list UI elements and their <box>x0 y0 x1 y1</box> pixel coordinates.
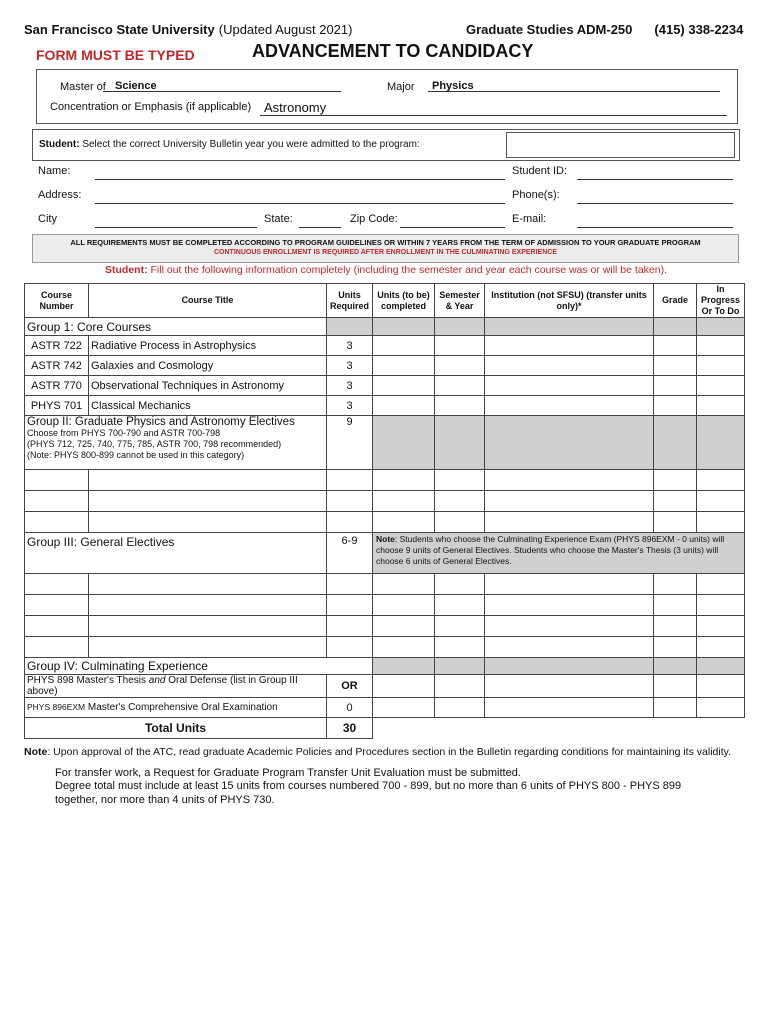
course-title-cell[interactable] <box>89 491 327 512</box>
institution-cell[interactable] <box>485 396 654 416</box>
course-title-cell[interactable] <box>89 595 327 616</box>
table-row <box>25 336 745 356</box>
course-number-cell[interactable] <box>25 491 89 512</box>
table-row <box>25 356 745 376</box>
col-course-title: Course Title <box>89 284 327 318</box>
master-of-label: Master of <box>60 81 106 93</box>
units-completed-cell[interactable] <box>373 595 435 616</box>
table-row <box>25 470 745 491</box>
table-row <box>25 616 745 637</box>
concentration-value: Astronomy <box>264 100 327 115</box>
bulletin-prefix: Student: <box>39 139 80 150</box>
course-number: ASTR 742 <box>25 356 89 376</box>
semester-cell[interactable] <box>435 376 485 396</box>
units-completed-cell[interactable] <box>373 637 435 658</box>
phone-label: Phone(s): <box>512 189 560 201</box>
progress-cell[interactable] <box>697 336 745 356</box>
progress-cell[interactable] <box>697 356 745 376</box>
semester-cell[interactable] <box>435 574 485 595</box>
exam-number: PHYS 896EXM <box>27 702 86 712</box>
course-title: Classical Mechanics <box>89 396 327 416</box>
form-title: ADVANCEMENT TO CANDIDACY <box>252 41 534 61</box>
requirements-line-2: CONTINUOUS ENROLLMENT IS REQUIRED AFTER ENROLLMENT IN THE CULMINATING EXPERIENCE <box>213 249 557 256</box>
group-2-line-2: (PHYS 712, 725, 740, 775, 785, ASTR 700, 798 recommended) <box>27 439 282 449</box>
zip-label: Zip Code: <box>350 213 398 225</box>
course-title-cell[interactable] <box>89 512 327 533</box>
course-table <box>24 283 745 739</box>
institution-cell[interactable] <box>485 376 654 396</box>
total-label: Total Units <box>25 718 327 739</box>
units-required-cell[interactable] <box>327 512 373 533</box>
thesis-post: Oral Defense (list in Group III above) <box>27 675 298 697</box>
fill-text: Fill out the following information completely (including the semester and year each course was or will be taken). <box>150 264 667 276</box>
major-value: Physics <box>432 80 474 92</box>
bulletin-year-field[interactable] <box>506 132 735 158</box>
units-required: 3 <box>327 396 373 416</box>
institution-cell[interactable] <box>485 574 654 595</box>
col-units-completed: Units (to be) completed <box>373 284 435 318</box>
units-completed-cell[interactable] <box>373 356 435 376</box>
units-completed-cell[interactable] <box>373 675 435 698</box>
table-row <box>25 396 745 416</box>
city-label: City <box>38 213 57 225</box>
progress-cell[interactable] <box>697 574 745 595</box>
group-2-units: 9 <box>327 416 373 470</box>
semester-cell[interactable] <box>435 637 485 658</box>
thesis-option <box>25 675 327 698</box>
exam-option <box>25 698 327 718</box>
zip-field[interactable] <box>400 214 505 228</box>
thesis-row <box>25 675 745 698</box>
group-2-header-row <box>25 416 745 470</box>
institution-cell[interactable] <box>485 595 654 616</box>
course-title: Radiative Process in Astrophysics <box>89 336 327 356</box>
progress-cell[interactable] <box>697 616 745 637</box>
table-row <box>25 637 745 658</box>
course-number-cell[interactable] <box>25 616 89 637</box>
col-institution: Institution (not SFSU) (transfer units only)* <box>485 284 654 318</box>
city-field[interactable] <box>95 214 257 228</box>
group-1-title: Group 1: Core Courses <box>25 318 327 336</box>
group-3-units: 6-9 <box>327 533 373 574</box>
units-completed-cell[interactable] <box>373 491 435 512</box>
units-required-cell[interactable] <box>327 616 373 637</box>
units-required-cell[interactable] <box>327 574 373 595</box>
group-4-header-row <box>25 658 745 675</box>
grade-cell[interactable] <box>654 470 697 491</box>
units-completed-cell[interactable] <box>373 470 435 491</box>
course-number: ASTR 722 <box>25 336 89 356</box>
semester-cell[interactable] <box>435 698 485 718</box>
exam-row <box>25 698 745 718</box>
concentration-field[interactable] <box>260 99 727 116</box>
table-header-row <box>25 284 745 318</box>
table-row <box>25 574 745 595</box>
student-id-label: Student ID: <box>512 165 568 177</box>
office-phone: (415) 338-2234 <box>654 22 744 37</box>
or-label: OR <box>327 675 373 698</box>
course-title-cell[interactable] <box>89 470 327 491</box>
semester-cell[interactable] <box>435 491 485 512</box>
thesis-pre: PHYS 898 Master's Thesis <box>27 675 149 686</box>
address-label: Address: <box>38 189 82 201</box>
group-2-line-1: Choose from PHYS 700-790 and ASTR 700-798 <box>27 428 221 438</box>
degree-note-2: together, nor more than 4 units of PHYS 730. <box>55 794 275 806</box>
group-2-title: Group II: Graduate Physics and Astronomy Electives <box>27 416 295 428</box>
phone-field[interactable] <box>577 190 733 204</box>
progress-cell[interactable] <box>697 698 745 718</box>
course-title-cell[interactable] <box>89 637 327 658</box>
table-row <box>25 491 745 512</box>
progress-cell[interactable] <box>697 376 745 396</box>
total-value: 30 <box>327 718 373 739</box>
progress-cell[interactable] <box>697 595 745 616</box>
grade-cell[interactable] <box>654 637 697 658</box>
units-completed-cell[interactable] <box>373 376 435 396</box>
fill-prefix: Student: <box>105 264 148 276</box>
institution-cell[interactable] <box>485 491 654 512</box>
progress-cell[interactable] <box>697 470 745 491</box>
group-2-description <box>25 416 327 470</box>
grade-cell[interactable] <box>654 616 697 637</box>
course-number-cell[interactable] <box>25 574 89 595</box>
university-name: San Francisco State University <box>24 22 215 37</box>
course-number: PHYS 701 <box>25 396 89 416</box>
institution-cell[interactable] <box>485 637 654 658</box>
group-3-note <box>373 533 745 574</box>
footer-note-prefix: Note <box>24 746 48 758</box>
institution-cell[interactable] <box>485 698 654 718</box>
units-completed-cell[interactable] <box>373 396 435 416</box>
units-required-cell[interactable] <box>327 491 373 512</box>
progress-cell[interactable] <box>697 512 745 533</box>
bulletin-text: Select the correct University Bulletin year you were admitted to the program: <box>82 139 420 150</box>
col-units-required: Units Required <box>327 284 373 318</box>
course-title-cell[interactable] <box>89 616 327 637</box>
units-required: 3 <box>327 336 373 356</box>
semester-cell[interactable] <box>435 336 485 356</box>
grade-cell[interactable] <box>654 574 697 595</box>
grade-cell[interactable] <box>654 675 697 698</box>
email-field[interactable] <box>577 214 733 228</box>
units-required-cell[interactable] <box>327 470 373 491</box>
form-id: Graduate Studies ADM-250 <box>466 22 633 37</box>
course-title: Observational Techniques in Astronomy <box>89 376 327 396</box>
major-field[interactable] <box>428 76 720 92</box>
progress-cell[interactable] <box>697 637 745 658</box>
progress-cell[interactable] <box>697 675 745 698</box>
degree-note-1: Degree total must include at least 15 units from courses numbered 700 - 899, but no more than 6 units of PHYS 800 - PHYS 899 <box>55 780 682 792</box>
grade-cell[interactable] <box>654 491 697 512</box>
header-right <box>466 22 743 37</box>
group-3-note-prefix: Note <box>376 534 395 544</box>
table-row <box>25 512 745 533</box>
master-of-field[interactable] <box>103 76 341 92</box>
semester-cell[interactable] <box>435 356 485 376</box>
transfer-note: For transfer work, a Request for Graduate Program Transfer Unit Evaluation must be submitted. <box>55 767 521 779</box>
master-of-value: Science <box>115 80 157 92</box>
grade-cell[interactable] <box>654 595 697 616</box>
group-2-line-3: (Note: PHYS 800-899 cannot be used in this category) <box>27 450 245 460</box>
progress-cell[interactable] <box>697 396 745 416</box>
progress-cell[interactable] <box>697 491 745 512</box>
semester-cell[interactable] <box>435 396 485 416</box>
units-required: 3 <box>327 376 373 396</box>
col-course-number: Course Number <box>25 284 89 318</box>
typed-notice: FORM MUST BE TYPED <box>36 47 195 63</box>
col-grade: Grade <box>654 284 697 318</box>
semester-cell[interactable] <box>435 470 485 491</box>
group-1-header-row <box>25 318 745 336</box>
units-required: 3 <box>327 356 373 376</box>
group-3-title: Group III: General Electives <box>25 533 327 574</box>
group-4-title: Group IV: Culminating Experience <box>25 658 373 675</box>
units-completed-cell[interactable] <box>373 616 435 637</box>
footer-note <box>24 746 731 758</box>
grade-cell[interactable] <box>654 512 697 533</box>
requirements-banner <box>32 234 739 263</box>
state-label: State: <box>264 213 293 225</box>
table-row <box>25 595 745 616</box>
email-label: E-mail: <box>512 213 547 225</box>
course-number: ASTR 770 <box>25 376 89 396</box>
course-title: Galaxies and Cosmology <box>89 356 327 376</box>
state-field[interactable] <box>299 214 341 228</box>
grade-cell[interactable] <box>654 336 697 356</box>
grade-cell[interactable] <box>654 376 697 396</box>
institution-cell[interactable] <box>485 616 654 637</box>
course-number-cell[interactable] <box>25 595 89 616</box>
institution-cell[interactable] <box>485 356 654 376</box>
group-3-note-text: : Students who choose the Culminating Experience Exam (PHYS 896EXM - 0 units) will choose 9 units of General Electives. Students who choose the Master's Thesis (3 units) will choose 6 units of General Electives. <box>376 534 725 566</box>
name-field[interactable] <box>95 166 505 180</box>
semester-cell[interactable] <box>435 595 485 616</box>
student-id-field[interactable] <box>577 166 733 180</box>
institution-cell[interactable] <box>485 512 654 533</box>
grade-cell[interactable] <box>654 396 697 416</box>
exam-units: 0 <box>327 698 373 718</box>
semester-cell[interactable] <box>435 616 485 637</box>
table-row <box>25 376 745 396</box>
major-label: Major <box>387 81 415 93</box>
units-completed-cell[interactable] <box>373 698 435 718</box>
grade-cell[interactable] <box>654 698 697 718</box>
footer-note-text: : Upon approval of the ATC, read graduate Academic Policies and Procedures section in the Bulletin regarding conditions for maintaining its validity. <box>47 746 732 758</box>
col-in-progress: In Progress Or To Do <box>697 284 745 318</box>
course-number-cell[interactable] <box>25 637 89 658</box>
institution-cell[interactable] <box>485 675 654 698</box>
name-label: Name: <box>38 165 71 177</box>
concentration-label: Concentration or Emphasis (if applicable) <box>50 101 252 113</box>
address-field[interactable] <box>95 190 505 204</box>
units-completed-cell[interactable] <box>373 512 435 533</box>
units-required-cell[interactable] <box>327 595 373 616</box>
thesis-and: and <box>148 675 166 686</box>
course-number-cell[interactable] <box>25 512 89 533</box>
units-completed-cell[interactable] <box>373 336 435 356</box>
total-row <box>25 718 745 739</box>
units-required-cell[interactable] <box>327 637 373 658</box>
units-completed-cell[interactable] <box>373 574 435 595</box>
requirements-line-1: ALL REQUIREMENTS MUST BE COMPLETED ACCORDING TO PROGRAM GUIDELINES OR WITHIN 7 YEARS FROM THE TERM OF ADMISSION TO YOUR GRADUATE PROGRAM <box>70 238 701 247</box>
updated-date: (Updated August 2021) <box>218 22 353 37</box>
fill-instruction <box>36 264 736 276</box>
course-number-cell[interactable] <box>25 470 89 491</box>
group-3-header-row <box>25 533 745 574</box>
semester-cell[interactable] <box>435 512 485 533</box>
course-title-cell[interactable] <box>89 574 327 595</box>
col-semester-year: Semester & Year <box>435 284 485 318</box>
header-university <box>24 22 352 37</box>
grade-cell[interactable] <box>654 356 697 376</box>
exam-title: Master's Comprehensive Oral Examination <box>87 702 278 713</box>
semester-cell[interactable] <box>435 675 485 698</box>
institution-cell[interactable] <box>485 470 654 491</box>
bulletin-instruction <box>39 139 420 150</box>
institution-cell[interactable] <box>485 336 654 356</box>
